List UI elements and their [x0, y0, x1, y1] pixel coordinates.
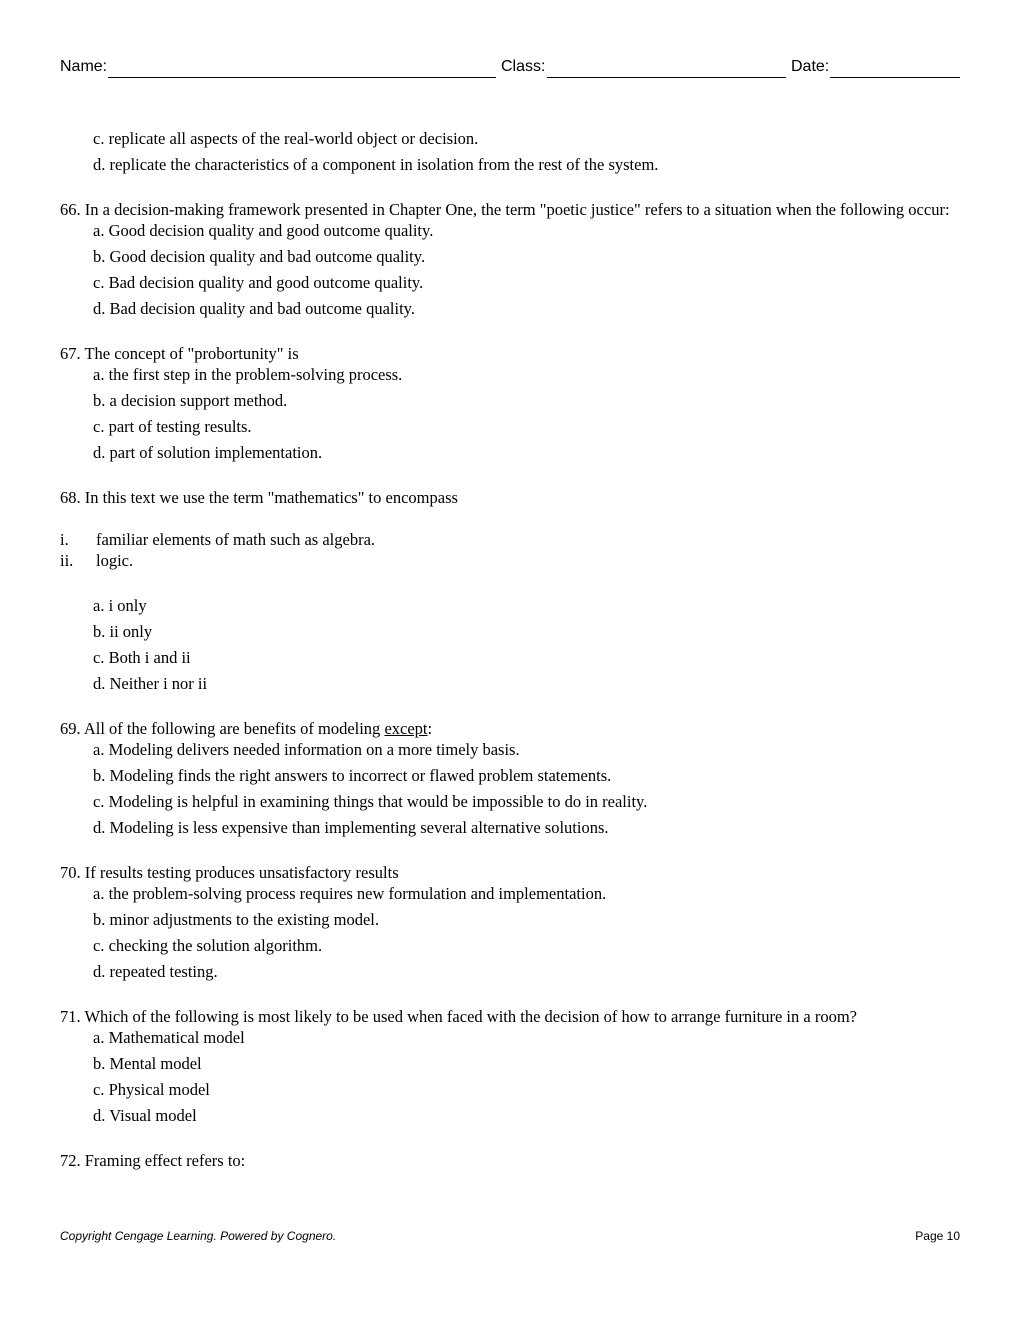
question-66 [60, 199, 960, 319]
question-stem: 66. In a decision-making framework presented in Chapter One, the term "poetic justice" refers to a situation when the following occur: [60, 200, 950, 219]
answer-option: b. a decision support method. [93, 391, 288, 410]
name-field[interactable] [108, 77, 496, 78]
question-72 [60, 1150, 960, 1171]
answer-option: d. Neither i nor ii [93, 674, 208, 693]
roman-numeral: ii. [60, 551, 74, 570]
answer-option: a. Good decision quality and good outcome quality. [93, 221, 434, 240]
question-71 [60, 1006, 960, 1126]
answer-option: b. minor adjustments to the existing model. [93, 910, 379, 929]
question-stem: 72. Framing effect refers to: [60, 1151, 246, 1170]
question-stem [60, 718, 960, 739]
question-stem: 70. If results testing produces unsatisfactory results [60, 863, 399, 882]
roman-text: familiar elements of math such as algebra. [96, 530, 376, 549]
question-67 [60, 343, 960, 463]
page-number: Page 10 [915, 1229, 960, 1243]
answer-option: b. Good decision quality and bad outcome quality. [93, 247, 426, 266]
name-label: Name: [60, 58, 108, 75]
answer-option: c. replicate all aspects of the real-world object or decision. [93, 129, 479, 148]
answer-option: d. replicate the characteristics of a component in isolation from the rest of the system. [93, 155, 659, 174]
answer-option: b. Modeling finds the right answers to incorrect or flawed problem statements. [93, 766, 612, 785]
answer-option: a. the problem-solving process requires new formulation and implementation. [93, 884, 607, 903]
question-65-continuation [60, 128, 960, 175]
question-68 [60, 487, 960, 694]
answer-option: b. Mental model [93, 1054, 202, 1073]
answer-option: c. Physical model [93, 1080, 210, 1099]
date-label: Date: [791, 58, 830, 75]
answer-option: c. Both i and ii [93, 648, 191, 667]
question-stem: 71. Which of the following is most likely to be used when faced with the decision of how to arrange furniture in a room? [60, 1007, 857, 1026]
answer-option: a. the first step in the problem-solving process. [93, 365, 403, 384]
copyright-notice: Copyright Cengage Learning. Powered by Cognero. [60, 1229, 337, 1243]
answer-option: c. Bad decision quality and good outcome quality. [93, 273, 424, 292]
question-stem: 68. In this text we use the term "mathematics" to encompass [60, 488, 458, 507]
date-field[interactable] [830, 77, 960, 78]
stem-text: 69. All of the following are benefits of modeling [60, 719, 385, 738]
answer-option: c. Modeling is helpful in examining things that would be impossible to do in reality. [93, 792, 648, 811]
answer-option: d. repeated testing. [93, 962, 218, 981]
class-label: Class: [501, 58, 546, 75]
answer-option: d. Visual model [93, 1106, 197, 1125]
roman-item [60, 529, 960, 550]
question-69 [60, 718, 960, 838]
question-stem: 67. The concept of "probortunity" is [60, 344, 299, 363]
answer-option: a. i only [93, 596, 147, 615]
question-list [60, 128, 960, 1171]
answer-option: b. ii only [93, 622, 153, 641]
answer-option: d. Bad decision quality and bad outcome quality. [93, 299, 415, 318]
answer-option: a. Modeling delivers needed information on a more timely basis. [93, 740, 520, 759]
question-70 [60, 862, 960, 982]
answer-option: c. checking the solution algorithm. [93, 936, 323, 955]
answer-option: d. Modeling is less expensive than implementing several alternative solutions. [93, 818, 609, 837]
answer-option: c. part of testing results. [93, 417, 252, 436]
roman-numeral: i. [60, 530, 69, 549]
underlined-word: except [384, 719, 428, 738]
roman-item [60, 550, 960, 571]
class-field[interactable] [547, 77, 786, 78]
stem-punctuation: : [427, 719, 433, 738]
header [60, 56, 960, 80]
roman-text: logic. [96, 551, 134, 570]
answer-option: d. part of solution implementation. [93, 443, 323, 462]
answer-option: a. Mathematical model [93, 1028, 245, 1047]
